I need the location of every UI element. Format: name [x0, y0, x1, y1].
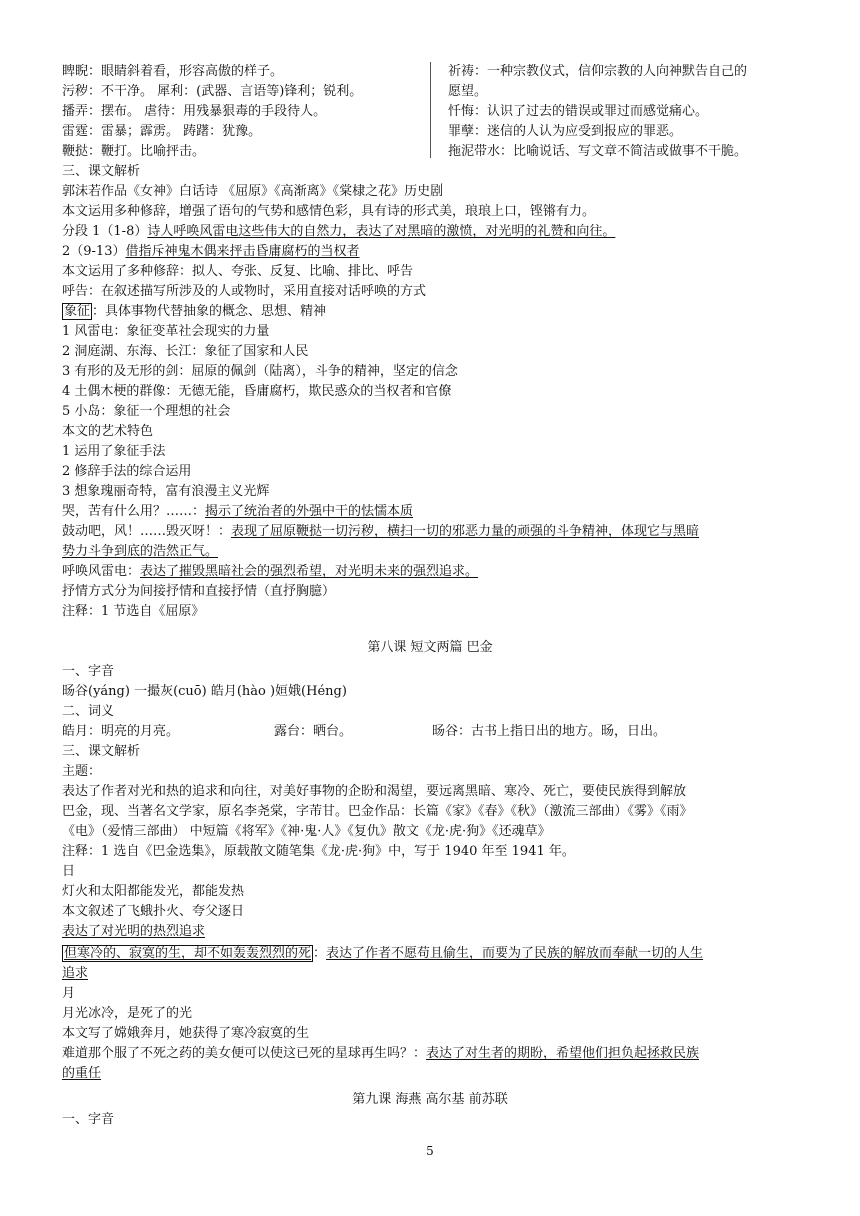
text-line: 《电》（爱情三部曲） 中短篇《将军》《神·鬼·人》《复仇》散文《龙·虎·狗》《还魂草》: [62, 824, 551, 839]
underlined-text: 表达了对光明的热烈追求: [62, 924, 206, 939]
section-heading: 一、字音: [62, 1112, 115, 1127]
definition: 皓月：明亮的月亮。: [62, 724, 180, 739]
column-divider: [430, 62, 431, 158]
underlined-text: 借指斥神鬼木偶来抨击昏庸腐朽的当权者: [125, 244, 360, 259]
vocab-line: 祈祷：一种宗教仪式，信仰宗教的人向神默告自己的: [448, 64, 748, 79]
vocab-line: 愿望。: [448, 84, 488, 99]
underlined-text: 揭示了统治者的外强中干的怯懦本质: [205, 504, 414, 519]
text-line: [62, 302, 326, 322]
subheading-moon: 月: [62, 986, 76, 1001]
text-line: [62, 922, 205, 942]
vocab-line: 睥睨：眼睛斜着看，形容高傲的样子。: [62, 64, 284, 79]
text-line: 1 运用了象征手法: [62, 444, 166, 459]
text-line: 本文运用多种修辞，增强了语句的气势和感情色彩，具有诗的形式美，琅琅上口，铿锵有力。: [62, 204, 596, 219]
underlined-text: 势力斗争到底的浩然正气。: [62, 544, 219, 559]
text-line: 本文写了嫦娥奔月，她获得了寒冷寂寞的生: [62, 1026, 310, 1041]
text-line: 注释：1 选自《巴金选集》，原载散文随笔集《龙·虎·狗》中，写于 1940 年至 1941 年。: [62, 844, 575, 859]
vocab-line: 忏悔：认识了过去的错误或罪过而感觉痛心。: [448, 104, 709, 119]
text-line: 2 修辞手法的综合运用: [62, 464, 192, 479]
underlined-text: 追求: [62, 966, 89, 981]
text-line: 旸谷(yáng) 一撮灰(cuō) 皓月(hào )姮娥(Héng): [62, 684, 347, 699]
section-heading: 二、词义: [62, 704, 115, 719]
text-line: 3 想象瑰丽奇特，富有浪漫主义光辉: [62, 484, 270, 499]
vocab-line: 鞭挞：鞭打。比喻抨击。: [62, 144, 206, 159]
text-line: 郭沫若作品《女神》白话诗 《屈原》《高渐离》《棠棣之花》历史剧: [62, 184, 444, 199]
text-line: 2 洞庭湖、东海、长江：象征了国家和人民: [62, 344, 309, 359]
text-line: 抒情方式分为间接抒情和直接抒情（直抒胸臆）: [62, 584, 336, 599]
text-line: 本文的艺术特色: [62, 424, 154, 439]
text-line: [62, 1064, 101, 1084]
text-line: 巴金，现、当著名文学家，原名李尧棠，字芾甘。巴金作品：长篇《家》《春》《秋》（激流三部曲）《雾》《雨》: [62, 804, 693, 819]
vocab-line: 拖泥带水：比喻说话、写文章不简洁或做事不干脆。: [448, 144, 748, 159]
underlined-text: 表现了屈原鞭挞一切污秽，横扫一切的邪恶力量的顽强的斗争精神，体现它与黑暗: [231, 524, 700, 539]
text-line: [62, 242, 360, 262]
text-line: [62, 944, 703, 964]
text-span: 分段 1（1-8）: [62, 224, 148, 239]
text-span: 呼唤风雷电：: [62, 564, 141, 579]
text-line: 3 有形的及无形的剑：屈原的佩剑（陆离），斗争的精神，坚定的信念: [62, 364, 458, 379]
text-line: [62, 542, 218, 562]
text-span: 哭，苦有什么用？……：: [62, 504, 206, 519]
text-line: [62, 222, 615, 242]
boxed-term: 但寒冷的、寂寞的生，却不如轰轰烈烈的死: [64, 946, 312, 961]
boxed-term: 象征: [64, 304, 91, 319]
text-line: 注释：1 节选自《屈原》: [62, 604, 205, 619]
lesson-title: 第九课 海燕 高尔基 前苏联: [352, 1092, 508, 1107]
underlined-text: 表达了作者不愿苟且偷生，而要为了民族的解放而奉献一切的人生: [326, 946, 704, 961]
section-heading: 三、课文解析: [62, 744, 141, 759]
text-span: 难道那个服了不死之药的美女便可以使这已死的星球再生吗？：: [62, 1046, 427, 1061]
lesson-title: 第八课 短文两篇 巴金: [367, 640, 493, 655]
vocab-line: 播弄：摆布。 虐待：用残暴狠毒的手段待人。: [62, 104, 327, 119]
text-line: 5 小岛：象征一个理想的社会: [62, 404, 231, 419]
text-span: 鼓动吧，风！……毁灭呀！：: [62, 524, 232, 539]
text-span: ：: [313, 946, 327, 961]
text-line: 4 土偶木梗的群像：无德无能，昏庸腐朽，欺民惑众的当权者和官僚: [62, 384, 452, 399]
text-span: 2（9-13）: [62, 244, 126, 259]
definition: 露台：晒台。: [274, 724, 353, 739]
vocab-line: 污秽：不干净。 犀利：(武器、言语等)锋利；锐利。: [62, 84, 363, 99]
underlined-text: 表达了对生者的期盼，希望他们担负起拯救民族: [426, 1046, 700, 1061]
text-line: 本文叙述了飞蛾扑火、夸父逐日: [62, 904, 245, 919]
text-line: 灯火和太阳都能发光，都能发热: [62, 884, 245, 899]
text-line: 主题：: [62, 764, 102, 779]
section-heading: 一、字音: [62, 664, 115, 679]
definition: 旸谷：古书上指日出的地方。旸，日出。: [432, 724, 667, 739]
vocab-line: 雷霆：雷暴；霹雳。 踌躇：犹豫。: [62, 124, 262, 139]
text-line: [62, 1044, 699, 1064]
text-line: [62, 502, 413, 522]
subheading-sun: 日: [62, 864, 76, 879]
text-line: [62, 562, 478, 582]
underlined-text: 表达了摧毁黑暗社会的强烈希望，对光明未来的强烈追求。: [140, 564, 479, 579]
text-line: 表达了作者对光和热的追求和向往，对美好事物的企盼和渴望，要远离黑暗、寒冷、死亡，要使民族得到解放: [62, 784, 687, 799]
text-line: [62, 522, 699, 542]
underlined-text: 的重任: [62, 1066, 102, 1081]
text-line: 月光冰冷，是死了的光: [62, 1006, 193, 1021]
text-line: [62, 964, 88, 984]
text-line: 1 风雷电：象征变革社会现实的力量: [62, 324, 270, 339]
section-heading: 三、课文解析: [62, 164, 141, 179]
vocab-line: 罪孽：迷信的人认为应受到报应的罪恶。: [448, 124, 683, 139]
page-number: 5: [426, 1144, 434, 1158]
underlined-text: 诗人呼唤风雷电这些伟大的自然力，表达了对黑暗的激愤，对光明的礼赞和向往。: [147, 224, 616, 239]
text-span: ：具体事物代替抽象的概念、思想、精神: [92, 304, 327, 319]
text-line: 呼告：在叙述描写所涉及的人或物时，采用直接对话呼唤的方式: [62, 284, 427, 299]
text-line: 本文运用了多种修辞：拟人、夸张、反复、比喻、排比、呼告: [62, 264, 414, 279]
